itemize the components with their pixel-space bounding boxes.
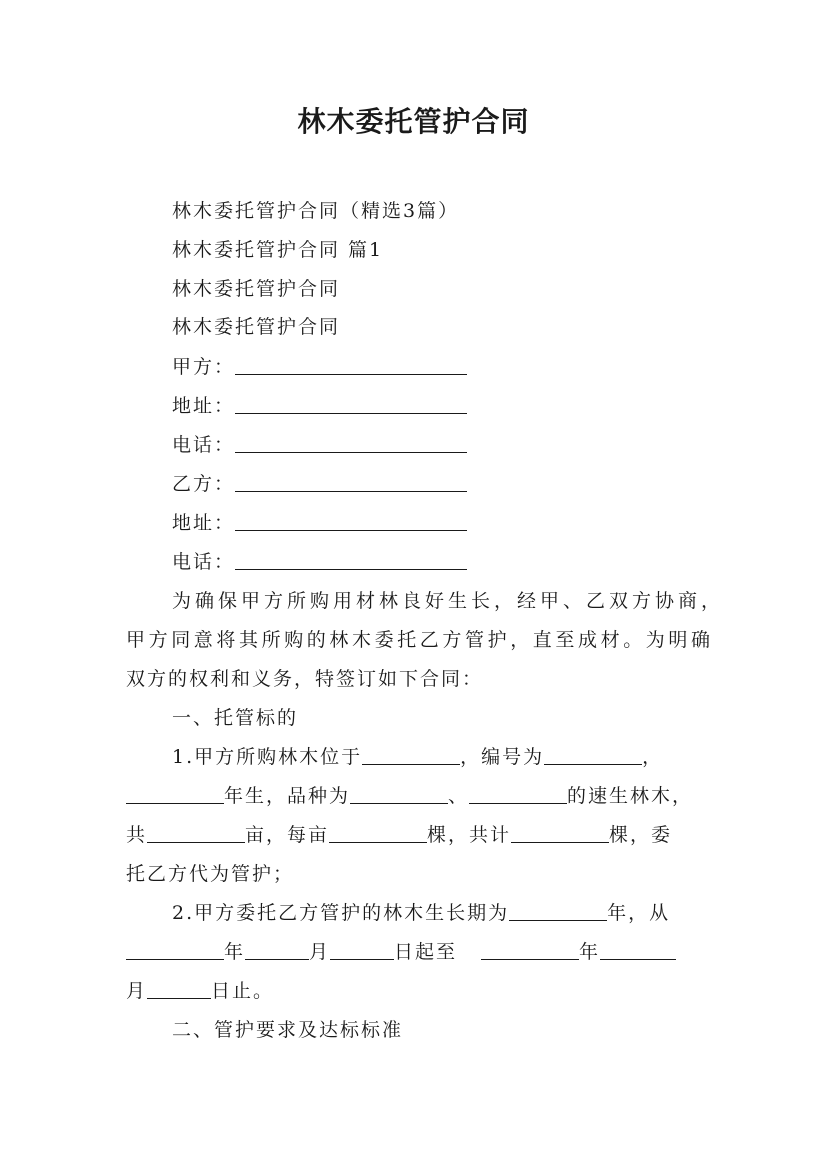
fill-blank [509,900,607,921]
clause-2-line [126,938,676,966]
preamble-line: 为确保甲方所购用材林良好生长，经甲、乙双方协商， [172,590,725,612]
fill-blank [330,939,394,960]
section-heading: 一、托管标的 [172,707,299,729]
clause-text: 棵，委 [609,824,673,846]
fill-blank [235,354,467,375]
party-a-address-field [172,392,467,420]
fill-blank [600,939,676,960]
fill-blank [544,744,642,765]
field-label: 乙方： [172,473,236,495]
fill-blank [126,939,224,960]
clause-text: 1.甲方所购林木位于 [172,746,363,768]
fill-blank [235,510,467,531]
fill-blank [235,393,467,414]
clause-2-line [172,899,670,927]
clause-1-line: 托乙方代为管护； [126,863,295,885]
clause-text: 日起至 [394,941,458,963]
clause-text: 年 [224,941,246,963]
clause-text: 日止。 [211,980,275,1002]
party-a-field [172,353,467,381]
clause-text: 的速生林木， [567,785,694,807]
clause-text: 、 [448,785,470,807]
clause-text: 月 [126,980,148,1002]
fill-blank [235,471,467,492]
field-label: 地址： [172,395,236,417]
clause-text: ， [642,746,664,768]
intro-line: 林木委托管护合同 [172,278,341,300]
clause-text: 年 [579,941,601,963]
field-label: 电话： [172,551,236,573]
fill-blank [245,939,309,960]
party-b-field [172,470,467,498]
fill-blank [362,744,460,765]
preamble-line: 甲方同意将其所购的林木委托乙方管护，直至成材。为明确 [126,629,714,651]
field-label: 地址： [172,512,236,534]
clause-text: 棵，共计 [427,824,512,846]
intro-line: 林木委托管护合同 [172,316,341,338]
fill-blank [329,822,427,843]
fill-blank [147,822,245,843]
party-a-phone-field [172,431,467,459]
clause-1-line [126,821,672,849]
intro-line: 林木委托管护合同（精选3篇） [172,200,460,222]
clause-text: 年，从 [607,902,671,924]
clause-2-line [126,977,274,1005]
fill-blank [511,822,609,843]
fill-blank [235,549,467,570]
clause-text: ，编号为 [460,746,545,768]
clause-text: 月 [309,941,331,963]
field-label: 甲方： [172,356,236,378]
clause-text: 2.甲方委托乙方管护的林木生长期为 [172,902,510,924]
section-heading: 二、管护要求及达标标准 [172,1019,404,1041]
party-b-phone-field [172,548,467,576]
party-b-address-field [172,509,467,537]
clause-1-line [126,782,693,810]
fill-blank [469,783,567,804]
fill-blank [235,432,467,453]
clause-1-line [172,743,663,771]
fill-blank [126,783,224,804]
field-label: 电话： [172,434,236,456]
fill-blank [481,939,579,960]
clause-text: 亩，每亩 [245,824,330,846]
document-title: 林木委托管护合同 [297,105,530,138]
preamble-line: 双方的权利和义务，特签订如下合同： [126,668,484,690]
clause-text: 共 [126,824,148,846]
intro-line: 林木委托管护合同 篇1 [172,239,384,261]
clause-text: 年生，品种为 [224,785,351,807]
fill-blank [350,783,448,804]
fill-blank [147,978,211,999]
